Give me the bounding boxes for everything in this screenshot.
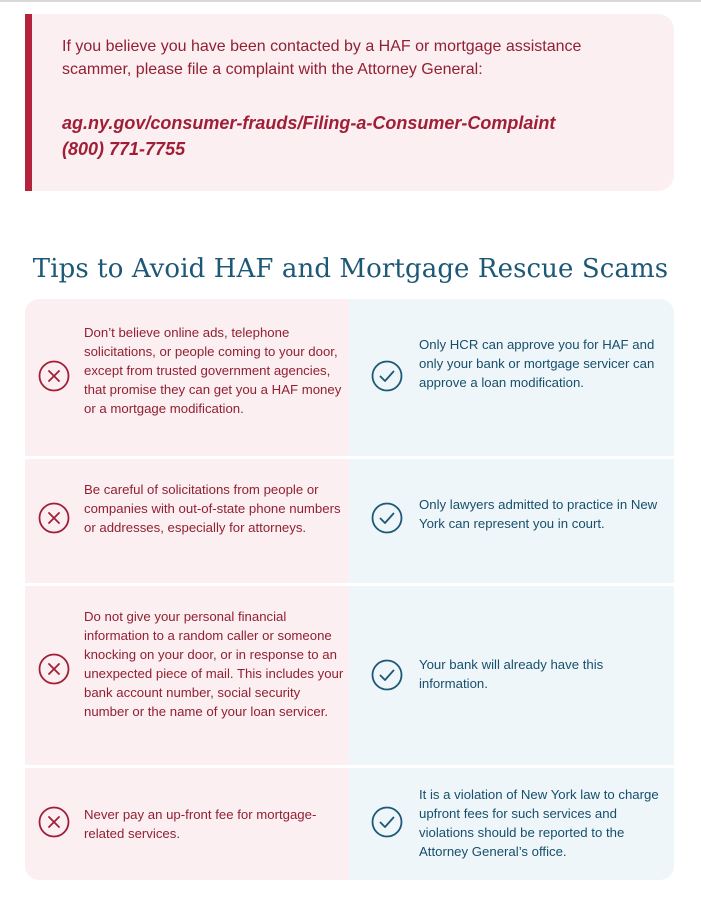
- x-circle-icon: [38, 653, 70, 685]
- check-circle-icon: [371, 806, 403, 838]
- safe-tip-text: Only lawyers admitted to practice in New York can represent you in court.: [419, 497, 658, 531]
- complaint-url-link[interactable]: ag.ny.gov/consumer-frauds/Filing-a-Consumer-Complaint: [62, 113, 556, 133]
- check-circle-icon: [371, 502, 403, 534]
- safe-tip-text: Only HCR can approve you for HAF and only your bank or mortgage servicer can approve a loan modification.: [419, 337, 655, 390]
- x-circle-icon: [38, 806, 70, 838]
- x-circle-icon: [38, 360, 70, 392]
- scam-warning-text: Be careful of solicitations from people or companies with out-of-state phone numbers or addresses, especially for attorneys.: [84, 482, 341, 535]
- tips-table: [25, 299, 674, 880]
- callout-contact: [62, 110, 662, 162]
- scam-warning-text: Do not give your personal financial information to a random caller or someone knocking on your door, or in response to an unexpected piece of mail. This includes your bank account number, social security number or the name of your loan servicer.: [84, 609, 344, 719]
- scam-warning-text: Don’t believe online ads, telephone solicitations, or people coming to your door, except from trusted government agencies, that promise they can get you a HAF money or a mortgage modification.: [84, 325, 342, 416]
- page-title: Tips to Avoid HAF and Mortgage Rescue Scams: [32, 254, 669, 284]
- tip-row: [25, 586, 674, 765]
- safe-tip-text: Your bank will already have this information.: [419, 657, 604, 691]
- callout-text: If you believe you have been contacted by a HAF or mortgage assistance scammer, please file a complaint with the Attorney General:: [62, 38, 582, 78]
- check-circle-icon: [371, 360, 403, 392]
- tip-row: [25, 768, 674, 880]
- check-circle-icon: [371, 659, 403, 691]
- complaint-phone: (800) 771-7755: [62, 139, 186, 159]
- tip-row: [25, 299, 674, 456]
- safe-tip-text: It is a violation of New York law to charge upfront fees for such services and violations should be reported to the Attorney General’s office.: [419, 787, 659, 859]
- tip-row: [25, 459, 674, 583]
- scam-warning-text: Never pay an up-front fee for mortgage-related services.: [84, 807, 317, 841]
- x-circle-icon: [38, 502, 70, 534]
- top-rule: [0, 0, 701, 2]
- complaint-callout: [25, 14, 674, 191]
